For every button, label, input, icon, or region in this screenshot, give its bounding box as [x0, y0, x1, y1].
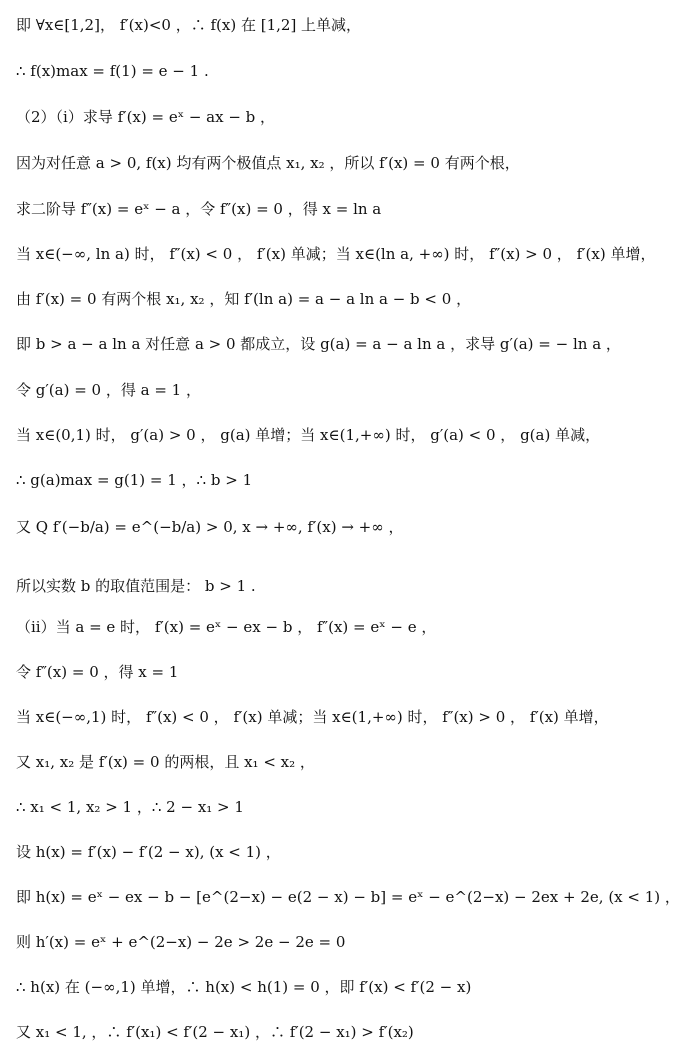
solution-line: 即 b > a − a ln a 对任意 a > 0 都成立，设 g(a) = a − a ln a ，求导 g′(a) = − ln a ， — [16, 335, 621, 353]
solution-line: 则 h′(x) = eˣ + e^(2−x) − 2e > 2e − 2e = 0 — [16, 933, 346, 951]
solution-line: 又 x₁, x₂ 是 f′(x) = 0 的两根，且 x₁ < x₂ ， — [16, 753, 315, 771]
solution-line: 所以实数 b 的取值范围是： b > 1 . — [16, 577, 256, 595]
solution-line: 又 x₁ < 1, ，∴ f′(x₁) < f′(2 − x₁) ，∴ f′(2 − x₁) > f′(x₂) — [16, 1023, 414, 1041]
solution-line: 又 Q f′(−b/a) = e^(−b/a) > 0, x → +∞, f′(x) → +∞ ， — [16, 518, 404, 536]
solution-line: 由 f′(x) = 0 有两个根 x₁, x₂ ，知 f′(ln a) = a − a ln a − b < 0 ， — [16, 290, 472, 308]
solution-line: 令 f″(x) = 0 ，得 x = 1 — [16, 663, 179, 681]
solution-line: 当 x∈(−∞, ln a) 时， f″(x) < 0 ， f′(x) 单减；当 x∈(ln a, +∞) 时， f″(x) > 0 ， f′(x) 单增， — [16, 245, 656, 263]
solution-line: 设 h(x) = f′(x) − f′(2 − x), (x < 1) ， — [16, 843, 281, 861]
solution-line: 即 ∀x∈[1,2]， f′(x)<0 ，∴ f(x) 在 [1,2] 上单减， — [16, 16, 362, 34]
solution-line: ∴ x₁ < 1, x₂ > 1 ，∴ 2 − x₁ > 1 — [16, 798, 244, 816]
solution-line: 即 h(x) = eˣ − ex − b − [e^(2−x) − e(2 − x) − b] = eˣ − e^(2−x) − 2ex + 2e, (x < 1) ， — [16, 888, 680, 906]
solution-line: 令 g′(a) = 0 ，得 a = 1 ， — [16, 381, 201, 399]
solution-line: 当 x∈(−∞,1) 时， f″(x) < 0 ， f′(x) 单减；当 x∈(1,+∞) 时， f″(x) > 0 ， f′(x) 单增， — [16, 708, 609, 726]
solution-line: ∴ g(a)max = g(1) = 1 ，∴ b > 1 — [16, 471, 253, 489]
solution-line: ∴ f(x)max = f(1) = e − 1 . — [16, 62, 209, 80]
solution-line: （ii）当 a = e 时， f′(x) = eˣ − ex − b ， f″(x) = eˣ − e ， — [16, 618, 437, 636]
solution-line: 求二阶导 f″(x) = eˣ − a ，令 f″(x) = 0 ，得 x = ln a — [16, 200, 382, 218]
solution-line: 因为对任意 a > 0, f(x) 均有两个极值点 x₁, x₂ ，所以 f′(x) = 0 有两个根， — [16, 154, 520, 172]
solution-line: ∴ h(x) 在 (−∞,1) 单增，∴ h(x) < h(1) = 0 ，即 f′(x) < f′(2 − x) — [16, 978, 472, 996]
solution-line: （2）（i）求导 f′(x) = eˣ − ax − b ， — [16, 108, 276, 126]
solution-line: 当 x∈(0,1) 时， g′(a) > 0 ， g(a) 单增；当 x∈(1,+∞) 时， g′(a) < 0 ， g(a) 单减， — [16, 426, 601, 444]
